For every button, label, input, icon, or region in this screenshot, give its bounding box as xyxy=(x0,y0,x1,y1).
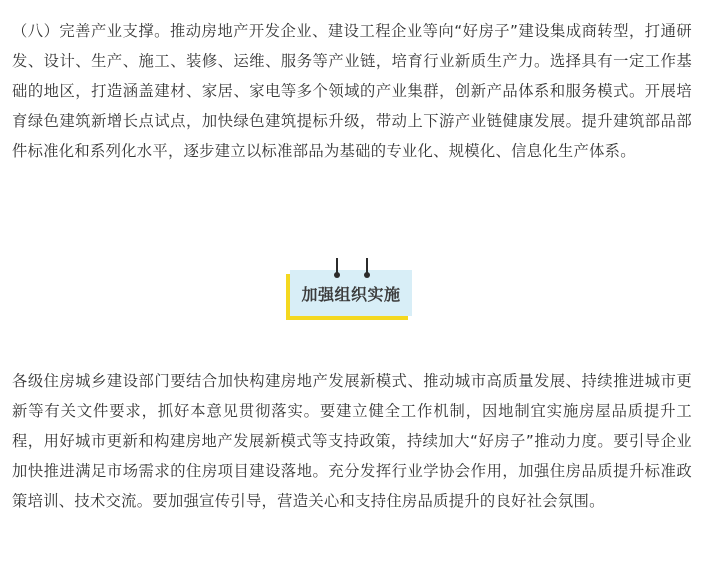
paragraph-implementation: 各级住房城乡建设部门要结合加快构建房地产发展新模式、推动城市高质量发展、持续推进城市更新等有关文件要求，抓好本意见贯彻落实。要建立健全工作机制，因地制宜实施房屋品质提升工程，用好城市更新和构建房地产发展新模式等支持政策，持续加大“好房子”推动力度。要引导企业加快推进满足市场需求的住房项目建设落地。充分发挥行业学协会作用，加强住房品质提升标准政策培训、技术交流。要加强宣传引导，营造关心和支持住房品质提升的良好社会氛围。 xyxy=(12,372,692,510)
section-heading-title: 加强组织实施 xyxy=(301,284,401,304)
heading-box xyxy=(290,270,412,316)
paragraph-industry-support: （八）完善产业支撑。推动房地产开发企业、建设工程企业等向“好房子”建设集成商转型，打通研发、设计、生产、施工、装修、运维、服务等产业链，培育行业新质生产力。选择具有一定工作基础的地区，打造涵盖建材、家居、家电等多个领域的产业集群，创新产品体系和服务模式。开展培育绿色建筑新增长点试点，加快绿色建筑提标升级，带动上下游产业链健康发展。提升建筑部品部件标准化和系列化水平，逐步建立以标准部品为基础的专业化、规模化、信息化生产体系。 xyxy=(12,22,692,160)
pin-right-icon xyxy=(366,258,368,275)
pin-left-icon xyxy=(336,258,338,275)
section-heading-banner xyxy=(286,258,414,322)
